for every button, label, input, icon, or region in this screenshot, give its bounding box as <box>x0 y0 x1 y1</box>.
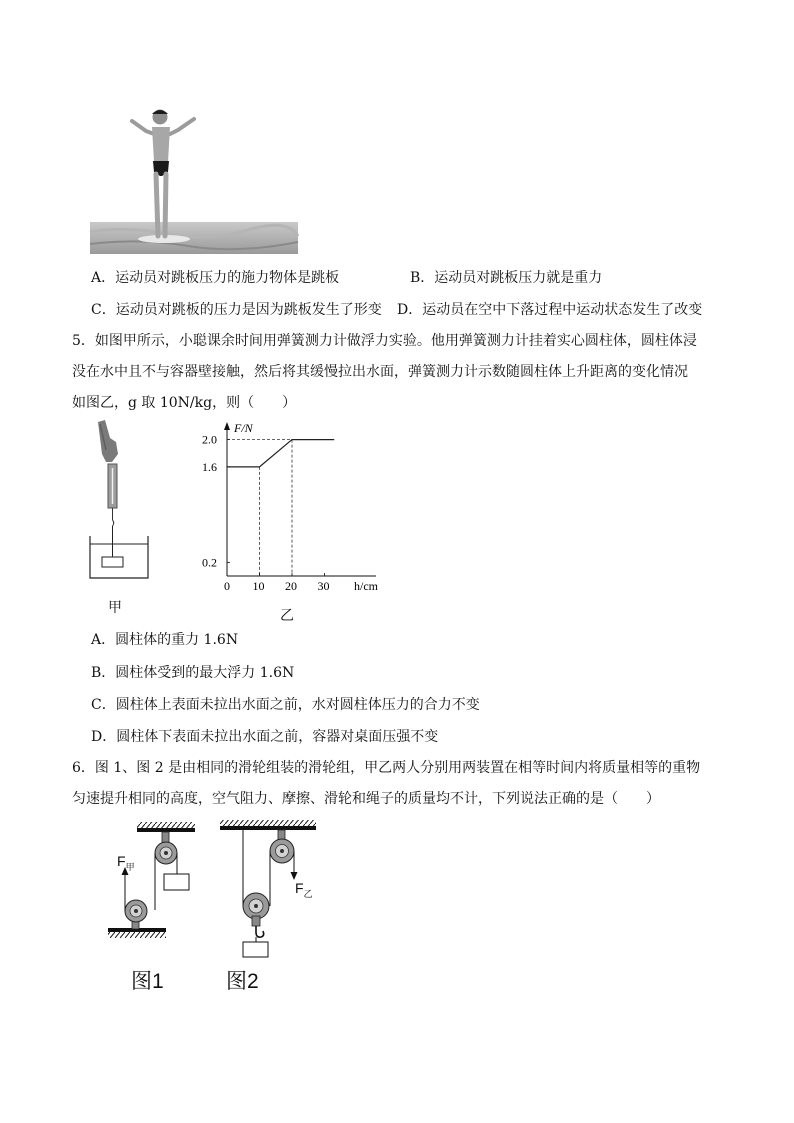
q5-option-b: B．圆柱体受到的最大浮力 1.6N <box>91 665 295 681</box>
diver-photo <box>88 104 300 256</box>
q4-option-b: B．运动员对跳板压力就是重力 <box>410 270 603 286</box>
force-arrow-2 <box>291 872 298 880</box>
x-tick-label-3: 30 <box>317 579 330 593</box>
ceiling-2 <box>220 826 316 830</box>
q5-stem-line-1: 5．如图甲所示，小聪课余时间用弹簧测力计做浮力实验。他用弹簧测力计挂着实心圆柱体，圆柱体浸 <box>72 333 697 349</box>
chart-axes <box>224 422 376 576</box>
series-line <box>227 440 334 467</box>
x-tick-label-0: 0 <box>224 579 230 593</box>
q5-option-a: A．圆柱体的重力 1.6N <box>91 632 239 648</box>
fig-yi-label: 乙 <box>280 608 294 624</box>
q5-option-d: D．圆柱体下表面未拉出水面之前，容器对桌面压强不变 <box>91 729 439 745</box>
x-tick-label-1: 10 <box>252 579 265 593</box>
q4-option-d: D．运动员在空中下落过程中运动状态发生了改变 <box>397 302 703 318</box>
y-tick-label-2: 2.0 <box>202 432 217 447</box>
q6-stem-line-2: 匀速提升相同的高度，空气阻力、摩擦、滑轮和绳子的质量均不计，下列说法正确的是（ ） <box>72 791 660 807</box>
figure-1-caption: 图1 <box>131 970 164 993</box>
q4-option-a: A．运动员对跳板压力的施力物体是跳板 <box>91 270 340 286</box>
x-tick-label-2: 20 <box>285 579 297 593</box>
force-label-yi: $F_乙$ <box>295 880 313 899</box>
x-axis-label: h/cm <box>354 579 378 593</box>
y-axis-arrow <box>224 422 230 430</box>
y-tick-label-1: 1.6 <box>202 459 217 474</box>
load-2 <box>243 942 268 957</box>
fig-jia-label: 甲 <box>108 600 122 616</box>
y-tick-label-0: 0.2 <box>202 555 217 570</box>
spring-balance-figure <box>86 420 156 584</box>
ceiling-1 <box>137 828 195 832</box>
cylinder-object <box>102 557 123 567</box>
q5-stem-line-2: 没在水中且不与容器壁接触，然后将其缓慢拉出水面，弹簧测力计示数随圆柱体上升距离的变化情况 <box>72 364 688 380</box>
force-height-chart <box>196 416 392 596</box>
load-1 <box>164 874 189 890</box>
q6-stem-line-1: 6．图 1、图 2 是由相同的滑轮组装的滑轮组，甲乙两人分别用两装置在相等时间内将质量相等的重物 <box>72 760 701 776</box>
q5-option-c: C．圆柱体上表面未拉出水面之前，水对圆柱体压力的合力不变 <box>91 697 480 713</box>
q5-stem-line-3: 如图乙，g 取 10N/kg，则（ ） <box>72 395 297 411</box>
y-axis-label: F/N <box>234 421 253 435</box>
force-label-jia: $F_甲$ <box>117 853 135 872</box>
hook-2 <box>256 926 264 937</box>
q4-option-c: C．运动员对跳板的压力是因为跳板发生了形变 <box>91 302 382 318</box>
figure-2-caption: 图2 <box>226 970 259 993</box>
pulley-system-1 <box>108 822 195 938</box>
